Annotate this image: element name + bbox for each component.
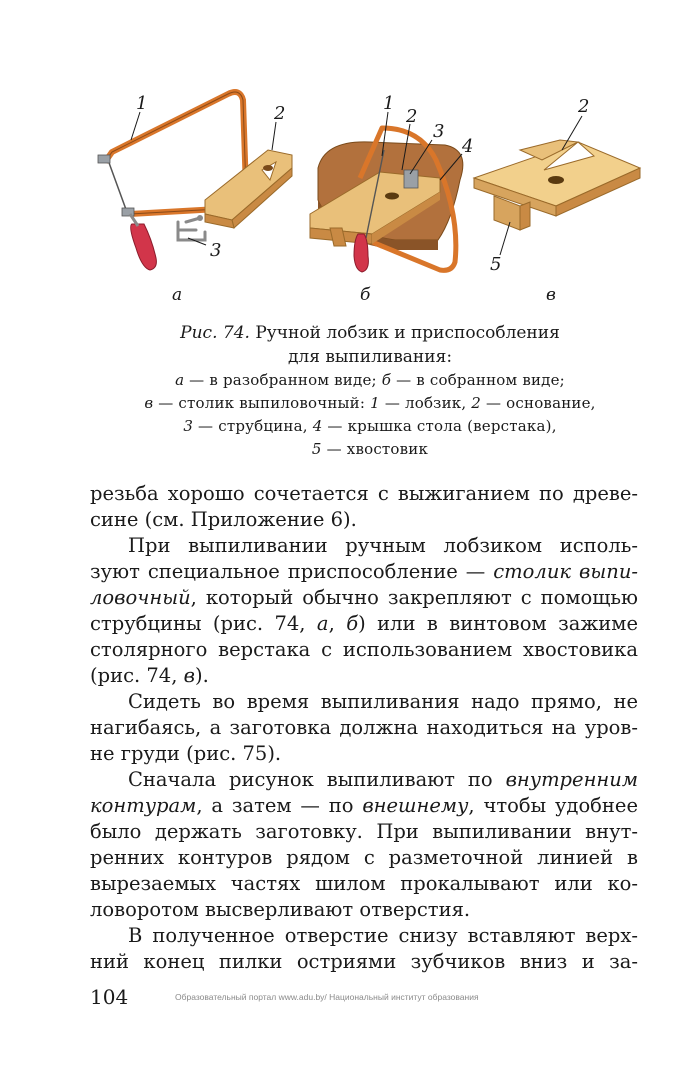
c-clamp: [178, 218, 205, 240]
caption-title-line: [90, 321, 650, 345]
body-line: ний конец пилки остриями зубчиков вниз и за-: [90, 950, 638, 973]
body-term-italic: внешнему: [362, 794, 469, 817]
body-term-italic: ловочный: [90, 586, 191, 609]
callout-b-1: 1: [383, 93, 395, 114]
legend-text-5: — хвостовик: [321, 440, 429, 458]
body-line: вырезаемых частях шилом прокалывают или ко-: [90, 872, 638, 895]
body-line: Сидеть во время выпиливания надо прямо, не: [128, 690, 638, 713]
legend-text-2: — основание,: [481, 394, 596, 412]
body-line: [90, 611, 638, 637]
body-line: [90, 663, 638, 689]
body-text: , а затем — по: [196, 794, 363, 817]
jigsaw-blade: [108, 160, 128, 215]
legend-num-1: 1: [370, 394, 380, 412]
callout-c-5: 5: [490, 254, 502, 275]
sublabel-a: а: [172, 285, 183, 305]
body-line: столярного верстака с использованием хвостовика: [90, 638, 638, 661]
sawing-table: [474, 116, 640, 255]
body-text: струбцины (рис. 74,: [90, 612, 317, 635]
body-text: ).: [194, 664, 209, 687]
jigsaw-handle: [131, 224, 157, 270]
caption-title: Ручной лобзик и приспособления: [249, 323, 560, 343]
body-line: не груди (рис. 75).: [90, 742, 282, 765]
callout-b-2: 2: [406, 106, 418, 127]
legend-letter-c: в: [144, 394, 154, 412]
body-text: , который обычно закрепляют с помощью: [190, 586, 638, 609]
body-line: ренних контуров рядом с разметочной линией в: [90, 846, 638, 869]
caption-figure-ref: Рис. 74.: [180, 323, 250, 343]
sublabel-c: в: [546, 285, 556, 305]
body-text: Сначала рисунок выпиливают по: [128, 768, 506, 791]
callout-a-3: 3: [210, 240, 222, 261]
body-line: было держать заготовку. При выпиливании внут-: [90, 820, 638, 843]
body-term-italic: контурам: [90, 794, 197, 817]
body-ref-italic: а: [316, 612, 329, 635]
legend-num-3: 3: [183, 417, 194, 435]
body-line: При выпиливании ручным лобзиком исполь-: [128, 534, 638, 557]
body-text: ,: [328, 612, 347, 635]
legend-text-a: — в разобранном виде;: [184, 371, 382, 389]
base-piece: [205, 150, 292, 228]
callout-c-2: 2: [578, 96, 590, 117]
body-line: [90, 793, 638, 819]
body-ref-italic: б: [346, 612, 359, 635]
jigsaw-disassembled: [98, 92, 292, 270]
caption-legend-line-2: [90, 392, 650, 415]
legend-text-4: — крышка стола (верстака),: [322, 417, 557, 435]
body-text: зуют специальное приспособление —: [90, 560, 494, 583]
figure-74-illustration: [0, 0, 700, 300]
body-line: [90, 559, 638, 585]
legend-letter-a: а: [175, 371, 185, 389]
body-text: , чтобы удобнее: [468, 794, 638, 817]
body-line: ловоротом высверливают отверстия.: [90, 898, 471, 921]
body-line: резьба хорошо сочетается с выжиганием по древе-: [90, 482, 638, 505]
body-line: [90, 585, 638, 611]
caption-legend-line-1: [90, 369, 650, 392]
body-line: [90, 767, 638, 793]
body-line: нагибаясь, а заготовка должна находиться на уров-: [90, 716, 638, 739]
body-term-italic: столик выпи-: [493, 560, 638, 583]
callout-b-3: 3: [433, 121, 445, 142]
legend-num-2: 2: [471, 394, 482, 412]
figure-caption: [90, 321, 650, 461]
legend-letter-b: б: [381, 371, 392, 389]
sublabel-b: б: [360, 285, 371, 305]
legend-text-1: — лобзик,: [379, 394, 472, 412]
legend-text-3: — струбцина,: [193, 417, 313, 435]
page-number: 104: [90, 985, 129, 1009]
caption-legend-line-3: [90, 415, 650, 438]
body-ref-italic: в: [183, 664, 195, 687]
caption-title-line-2: для выпиливания:: [287, 347, 453, 367]
legend-text-b: — в собранном виде;: [391, 371, 565, 389]
callout-b-4: 4: [462, 136, 474, 157]
legend-text-c: — столик выпиловочный:: [153, 394, 371, 412]
body-term-italic: внутренним: [505, 768, 638, 791]
footer-watermark-note: Образовательный портал www.adu.by/ Национальный институт образования: [175, 992, 479, 1002]
body-line: В полученное отверстие снизу вставляют верх-: [128, 924, 638, 947]
caption-legend-line-4: [90, 438, 650, 461]
callout-a-1: 1: [136, 93, 148, 114]
callout-a-2: 2: [274, 103, 286, 124]
body-line: сине (см. Приложение 6).: [90, 508, 357, 531]
legend-num-5: 5: [311, 440, 322, 458]
legend-num-4: 4: [312, 417, 323, 435]
body-text: ) или в винтовом зажиме: [358, 612, 638, 635]
body-text: (рис. 74,: [90, 664, 184, 687]
